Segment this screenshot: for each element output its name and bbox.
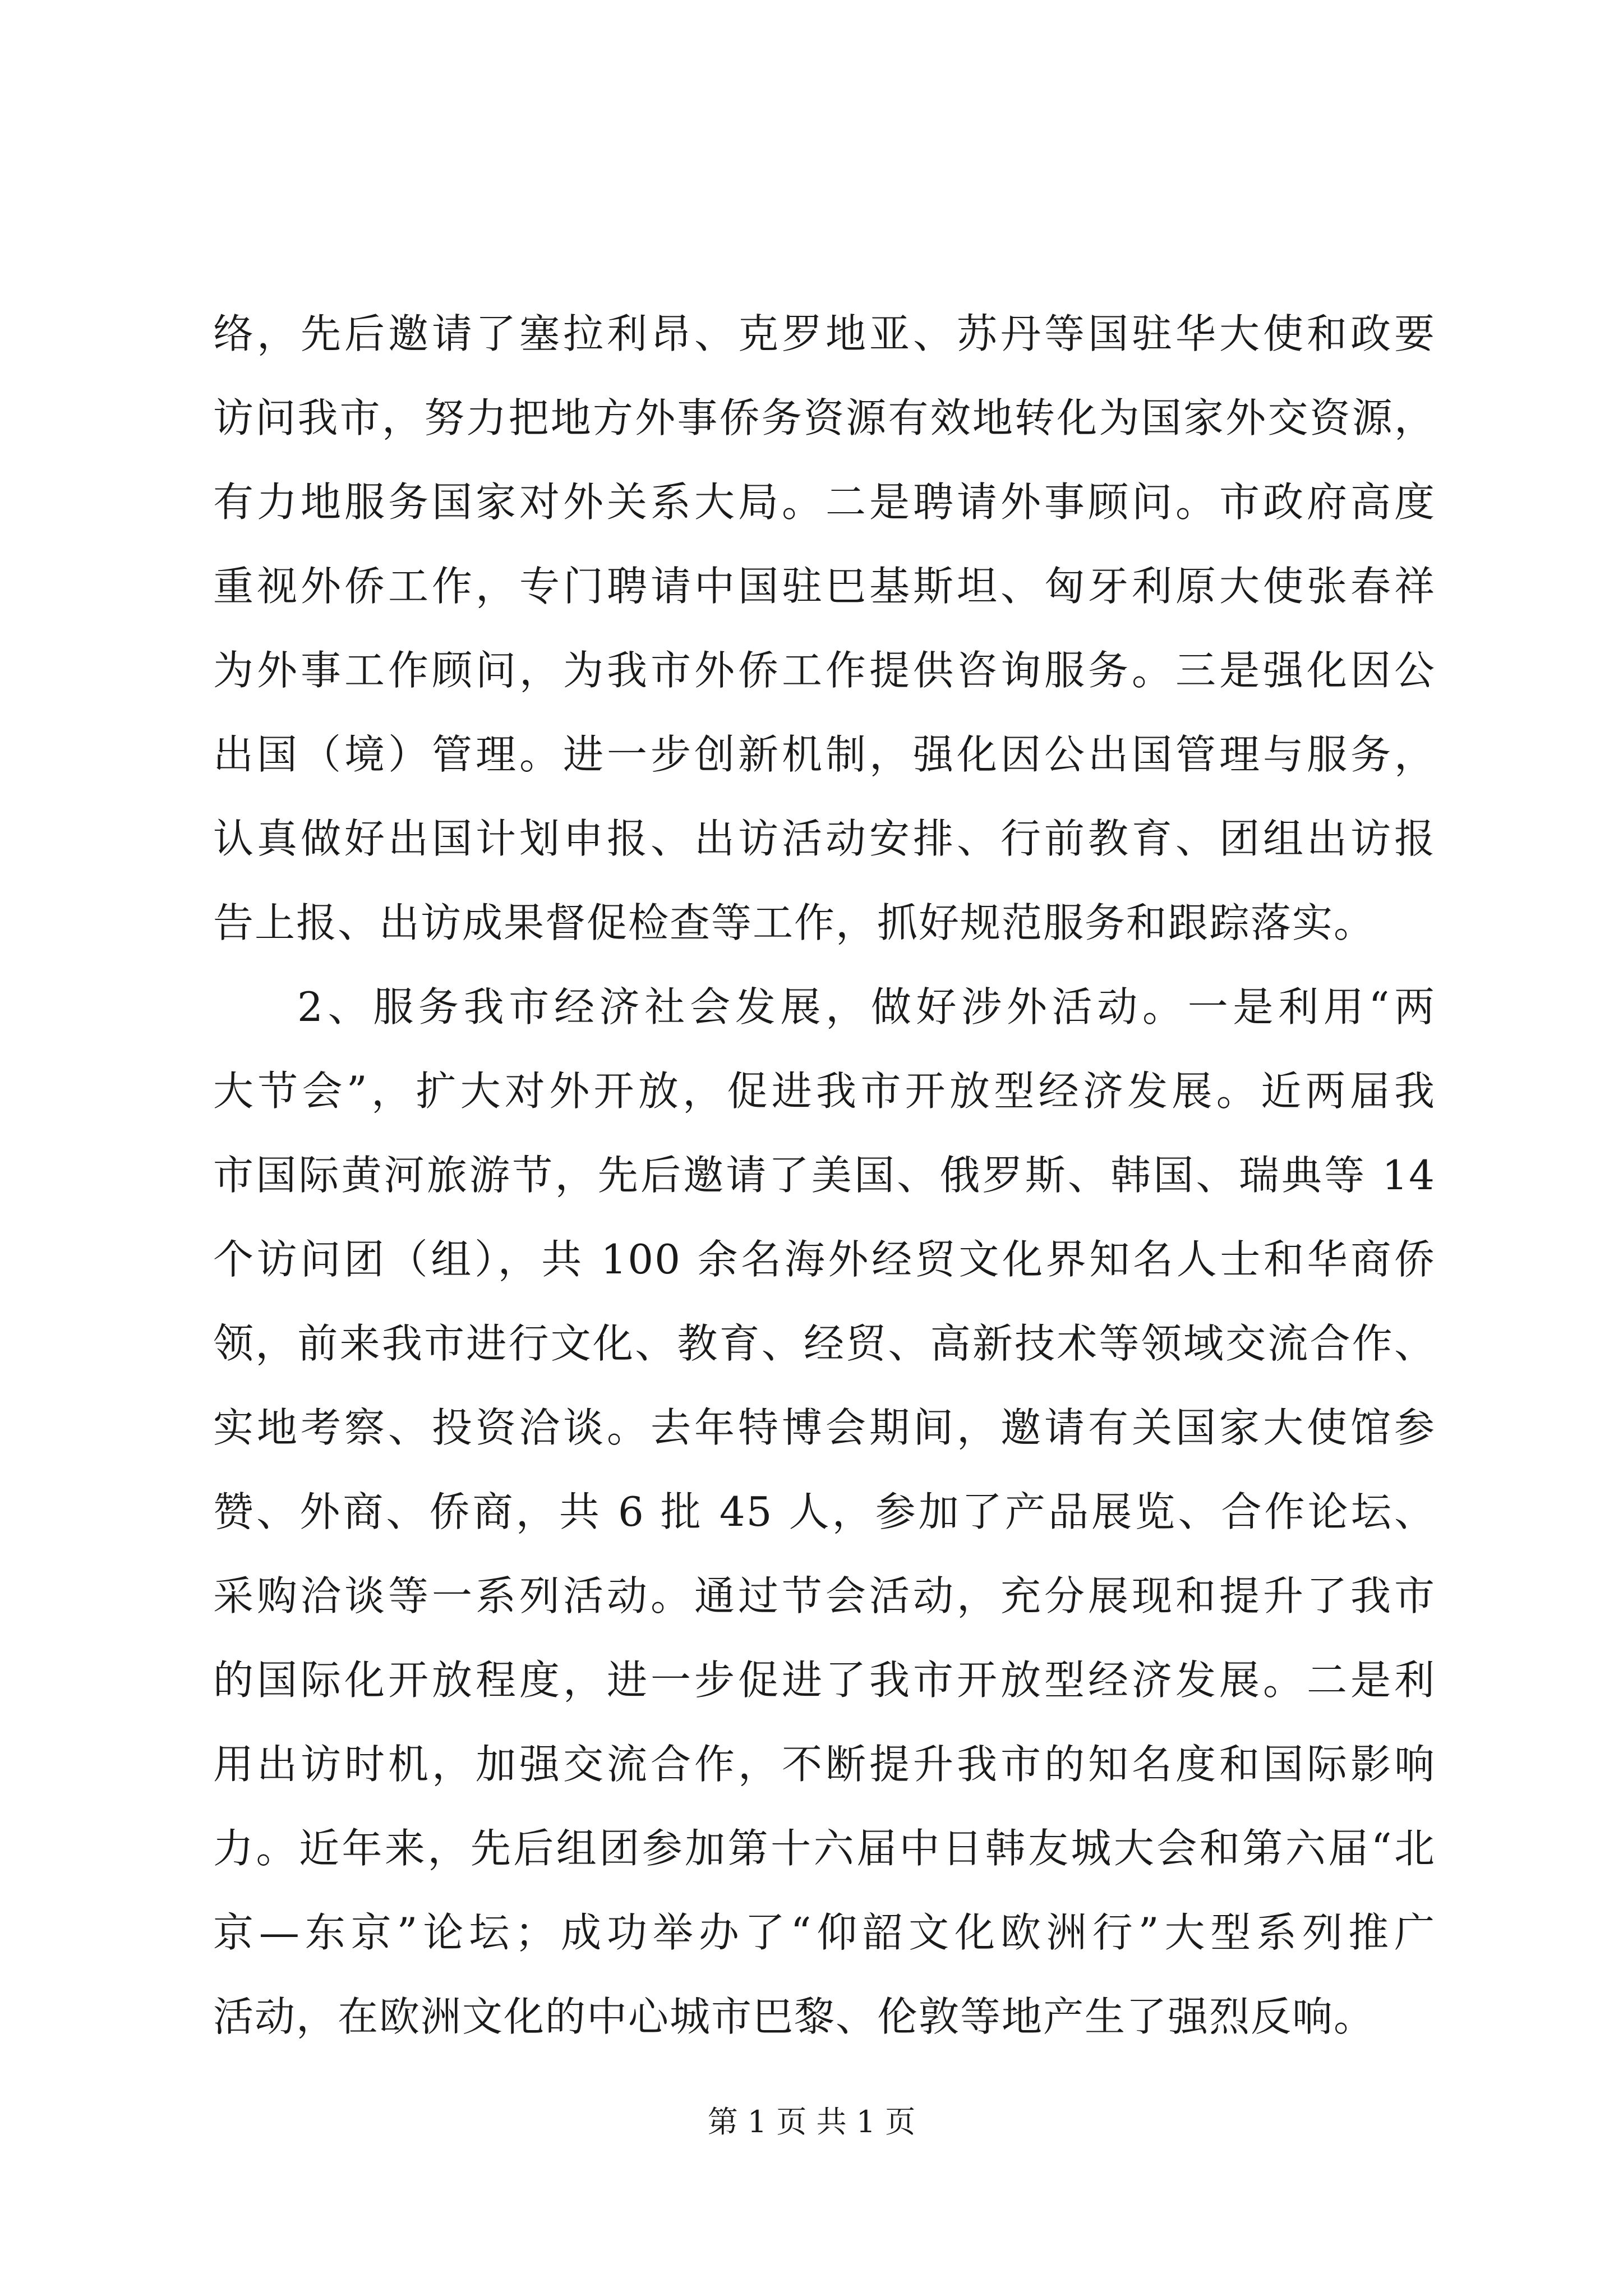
text-line: 访问我市，努力把地方外事侨务资源有效地转化为国家外交资源，	[213, 394, 1436, 441]
text-line: 个访问团（组），共 100 余名海外经贸文化界知名人士和华商侨	[213, 1236, 1436, 1283]
text-line: 京—东京”论坛；成功举办了“仰韶文化欧洲行”大型系列推广	[213, 1909, 1436, 1956]
text-line: 用出访时机，加强交流合作，不断提升我市的知名度和国际影响	[213, 1741, 1436, 1788]
text-line: 络，先后邀请了塞拉利昂、克罗地亚、苏丹等国驻华大使和政要	[213, 310, 1436, 357]
text-line: 为外事工作顾问，为我市外侨工作提供咨询服务。三是强化因公	[213, 647, 1436, 694]
text-line: 赞、外商、侨商，共 6 批 45 人，参加了产品展览、合作论坛、	[213, 1488, 1436, 1535]
text-line: 市国际黄河旅游节，先后邀请了美国、俄罗斯、韩国、瑞典等 14	[213, 1152, 1436, 1199]
text-line: 认真做好出国计划申报、出访活动安排、行前教育、团组出访报	[213, 815, 1436, 862]
text-line: 力。近年来，先后组团参加第十六届中日韩友城大会和第六届“北	[213, 1825, 1436, 1872]
text-line: 2、服务我市经济社会发展，做好涉外活动。一是利用“两	[297, 983, 1436, 1030]
text-line: 出国（境）管理。进一步创新机制，强化因公出国管理与服务，	[213, 731, 1436, 778]
text-line: 实地考察、投资洽谈。去年特博会期间，邀请有关国家大使馆参	[213, 1404, 1436, 1451]
text-line: 活动，在欧洲文化的中心城市巴黎、伦敦等地产生了强烈反响。	[213, 1993, 1376, 2040]
text-line: 的国际化开放程度，进一步促进了我市开放型经济发展。二是利	[213, 1657, 1436, 1704]
text-line: 采购洽谈等一系列活动。通过节会活动，充分展现和提升了我市	[213, 1572, 1436, 1619]
text-line: 重视外侨工作，专门聘请中国驻巴基斯坦、匈牙利原大使张春祥	[213, 563, 1436, 610]
body-text	[213, 292, 1436, 2059]
text-line: 大节会”，扩大对外开放，促进我市开放型经济发展。近两届我	[213, 1068, 1436, 1115]
text-line: 告上报、出访成果督促检查等工作，抓好规范服务和跟踪落实。	[213, 899, 1376, 946]
text-line: 领，前来我市进行文化、教育、经贸、高新技术等领域交流合作、	[213, 1320, 1436, 1367]
text-line: 有力地服务国家对外关系大局。二是聘请外事顾问。市政府高度	[213, 478, 1436, 526]
page-number-footer: 第 1 页 共 1 页	[707, 2104, 916, 2139]
